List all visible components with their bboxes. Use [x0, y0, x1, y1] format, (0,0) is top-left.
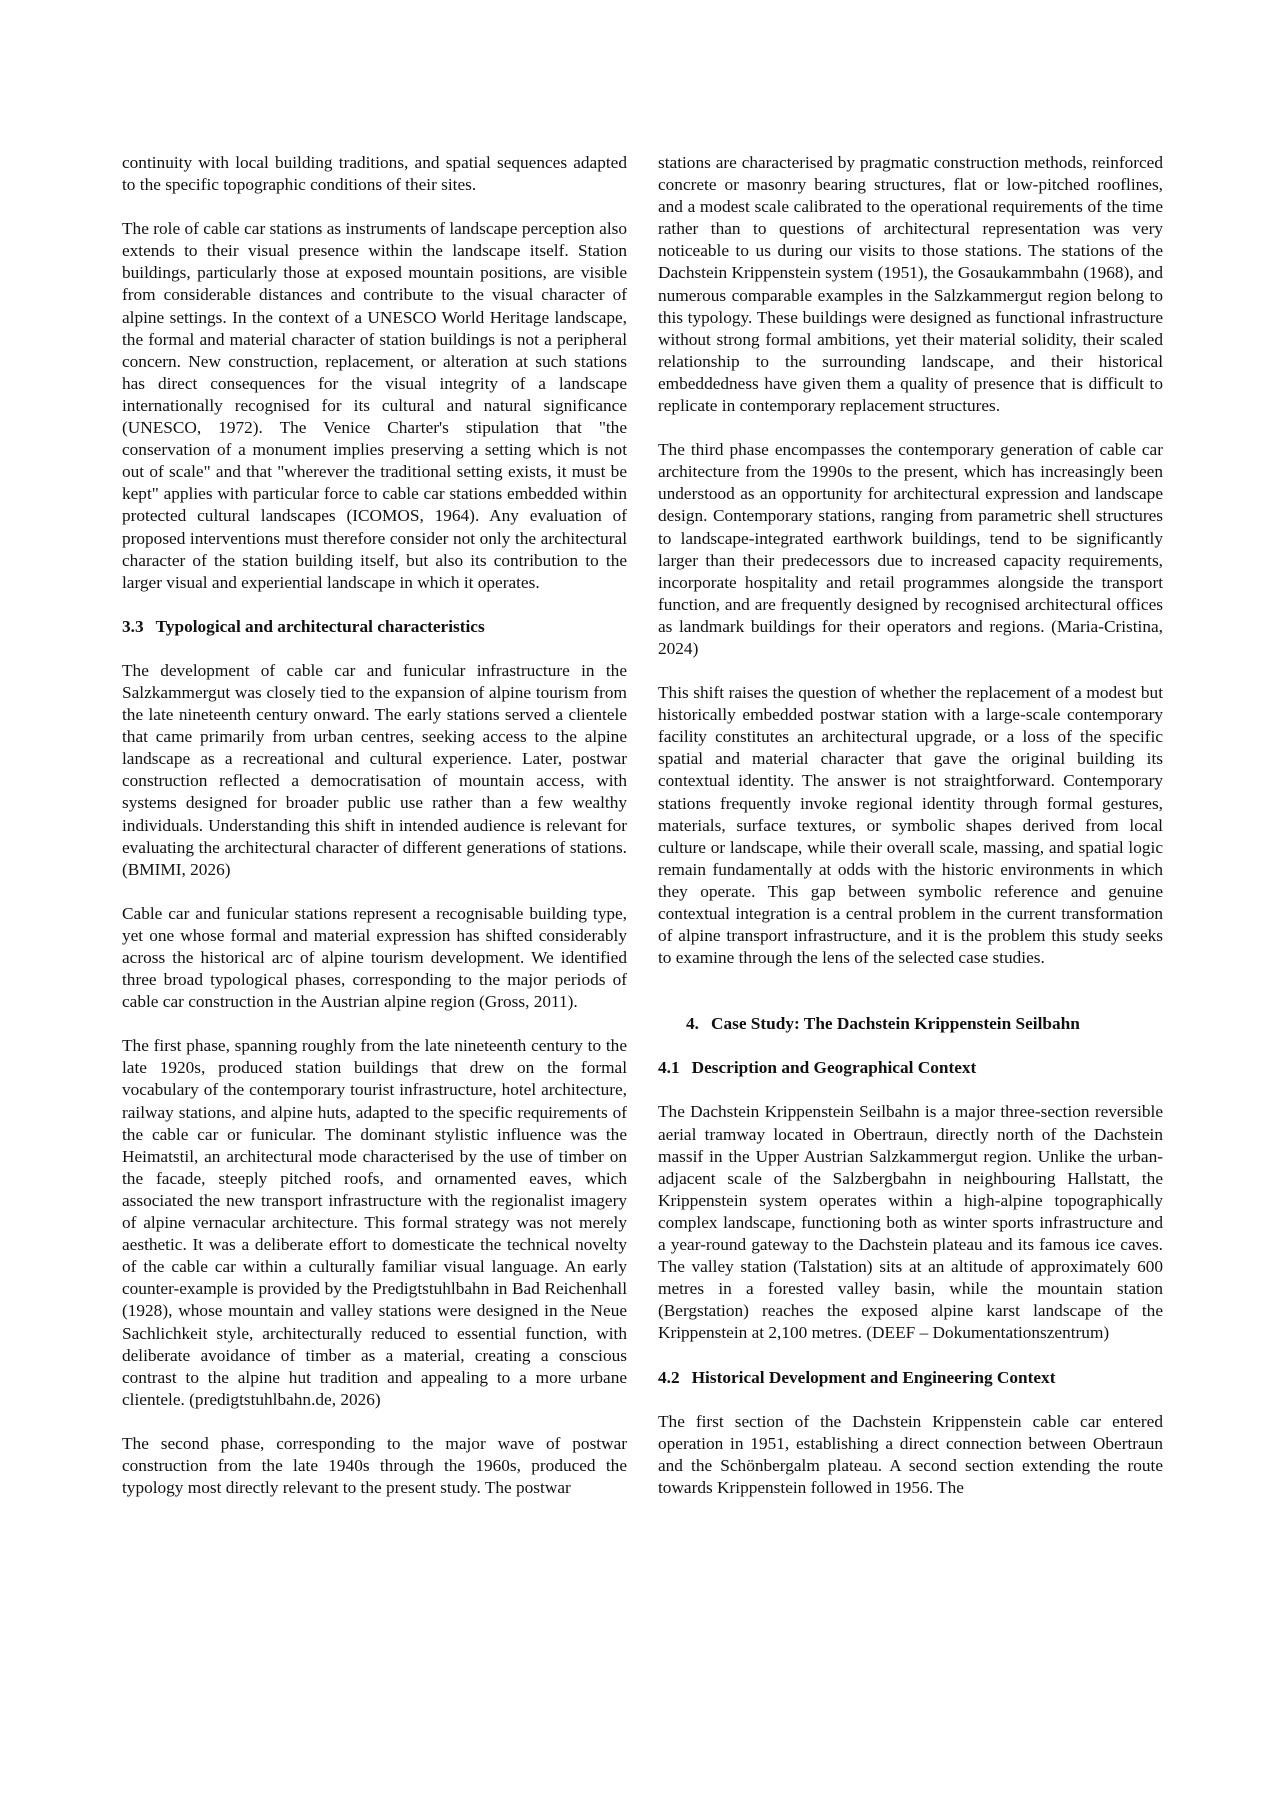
section-title: Historical Development and Engineering Context: [691, 1367, 1056, 1387]
section-heading-3-3: [122, 616, 627, 638]
paragraph: The role of cable car stations as instruments of landscape perception also extends to their visual presence within the landscape itself. Station buildings, particularly those at exposed mountain positions, are visible from considerable distances and contribute to the visual character of alpine settings. In the context of a UNESCO World Heritage landscape, the formal and material character of station buildings is not a peripheral concern. New construction, replacement, or alteration at such stations has direct consequences for the visual integrity of a landscape internationally recognised for its cultural and natural significance (UNESCO, 1972). The Venice Charter's stipulation that "the conservation of a monument implies preserving a setting which is not out of scale" and that "wherever the traditional setting exists, it must be kept" applies with particular force to cable car stations embedded within protected cultural landscapes (ICOMOS, 1964). Any evaluation of proposed interventions must therefore consider not only the architectural character of the station building itself, but also its contribution to the larger visual and experiential landscape in which it operates.: [122, 219, 627, 592]
section-number: 3.3: [122, 616, 144, 636]
paragraph: This shift raises the question of whether the replacement of a modest but historically embedded postwar station with a large-scale contemporary facility constitutes an architectural upgrade, or a loss of the specific spatial and material character that gave the original building its contextual identity. The answer is not straightforward. Contemporary stations frequently invoke regional identity through formal gestures, materials, surface textures, or symbolic shapes derived from local culture or landscape, while their overall scale, massing, and spatial logic remain fundamentally at odds with the historic environments in which they operate. This gap between symbolic reference and genuine contextual integration is a central problem in the current transformation of alpine transport infrastructure, and it is the problem this study seeks to examine through the lens of the selected case studies.: [658, 683, 1163, 968]
paragraph: The Dachstein Krippenstein Seilbahn is a major three-section reversible aerial tramway located in Obertraun, directly north of the Dachstein massif in the Upper Austrian Salzkammergut region. Unlike the urban-adjacent scale of the Salzbergbahn in neighbouring Hallstatt, the Krippenstein system operates within a high-alpine topographically complex landscape, functioning both as winter sports infrastructure and a year-round gateway to the Dachstein plateau and its famous ice caves. The valley station (Talstation) sits at an altitude of approximately 600 metres in a forested valley basin, while the mountain station (Bergstation) reaches the exposed alpine karst landscape of the Krippenstein at 2,100 metres. (DEEF – Dokumentationszentrum): [658, 1102, 1163, 1343]
paragraph: The second phase, corresponding to the major wave of postwar construction from the late 1940s through the 1960s, produced the typology most directly relevant to the present study. The postwar: [122, 1433, 627, 1498]
paragraph: The first section of the Dachstein Krippenstein cable car entered operation in 1951, establishing a direct connection between Obertraun and the Schönbergalm plateau. A second section extending the route towards Krippenstein followed in 1956. The: [658, 1411, 1163, 1497]
paragraph: The first phase, spanning roughly from the late nineteenth century to the late 1920s, produced station buildings that drew on the formal vocabulary of the contemporary tourist infrastructure, hotel architecture, railway stations, and alpine huts, adapted to the specific requirements of the cable car or funicular. The dominant stylistic influence was the Heimatstil, an architectural mode characterised by the use of timber on the facade, steeply pitched roofs, and ornamented eaves, which associated the new transport infrastructure with the regionalist imagery of alpine vernacular architecture. This formal strategy was not merely aesthetic. It was a deliberate effort to domesticate the technical novelty of the cable car within a culturally familiar visual language. An early counter-example is provided by the Predigtstuhlbahn in Bad Reichenhall (1928), whose mountain and valley stations were designed in the Neue Sachlichkeit style, architecturally reduced to essential function, with deliberate avoidance of timber as a material, creating a conscious contrast to the alpine hut tradition and appealing to a more urbane clientele. (predigtstuhlbahn.de, 2026): [122, 1036, 627, 1409]
paragraph: stations are characterised by pragmatic construction methods, reinforced concrete or masonry bearing structures, flat or low-pitched rooflines, and a modest scale calibrated to the operational requirements of the time rather than to questions of architectural representation was very noticeable to us during our visits to those stations. The stations of the Dachstein Krippenstein system (1951), the Gosaukammbahn (1968), and numerous comparable examples in the Salzkammergut region belong to this typology. These buildings were designed as functional infrastructure without strong formal ambitions, yet their material solidity, their scaled relationship to the surrounding landscape, and their historical embeddedness have given them a quality of presence that is difficult to replicate in contemporary replacement structures.: [658, 153, 1163, 416]
section-title: Case Study: The Dachstein Krippenstein Seilbahn: [710, 1014, 1080, 1034]
paragraph: Cable car and funicular stations represent a recognisable building type, yet one whose formal and material expression has shifted considerably across the historical arc of alpine tourism development. We identified three broad typological phases, corresponding to the major periods of cable car construction in the Austrian alpine region (Gross, 2011).: [122, 903, 627, 1012]
right-column: [658, 152, 1163, 1521]
paragraph: continuity with local building traditions, and spatial sequences adapted to the specific topographic conditions of their sites.: [122, 153, 627, 195]
left-column: [122, 152, 627, 1521]
section-heading-4-2: [658, 1367, 1163, 1389]
paragraph: The development of cable car and funicular infrastructure in the Salzkammergut was closely tied to the expansion of alpine tourism from the late nineteenth century onward. The early stations served a clientele that came primarily from urban centres, seeking access to the alpine landscape as a recreational and cultural experience. Later, postwar construction reflected a democratisation of mountain access, with systems designed for broader public use rather than a few wealthy individuals. Understanding this shift in intended audience is relevant for evaluating the architectural character of different generations of stations. (BMIMI, 2026): [122, 660, 627, 879]
section-number: 4.: [686, 1014, 699, 1034]
section-number: 4.1: [658, 1058, 680, 1078]
section-title: Description and Geographical Context: [691, 1058, 977, 1078]
section-number: 4.2: [658, 1367, 680, 1387]
section-title: Typological and architectural characteristics: [155, 616, 485, 636]
section-heading-4-1: [658, 1057, 1163, 1079]
spacer: [658, 991, 1163, 1013]
section-heading-4: [658, 1013, 1163, 1035]
paragraph: The third phase encompasses the contemporary generation of cable car architecture from the 1990s to the present, which has increasingly been understood as an opportunity for architectural expression and landscape design. Contemporary stations, ranging from parametric shell structures to landscape-integrated earthwork buildings, tend to be significantly larger than their predecessors due to increased capacity requirements, incorporate hospitality and retail programmes alongside the transport function, and are frequently designed by recognised architectural offices as landmark buildings for their operators and regions. (Maria-Cristina, 2024): [658, 440, 1163, 658]
